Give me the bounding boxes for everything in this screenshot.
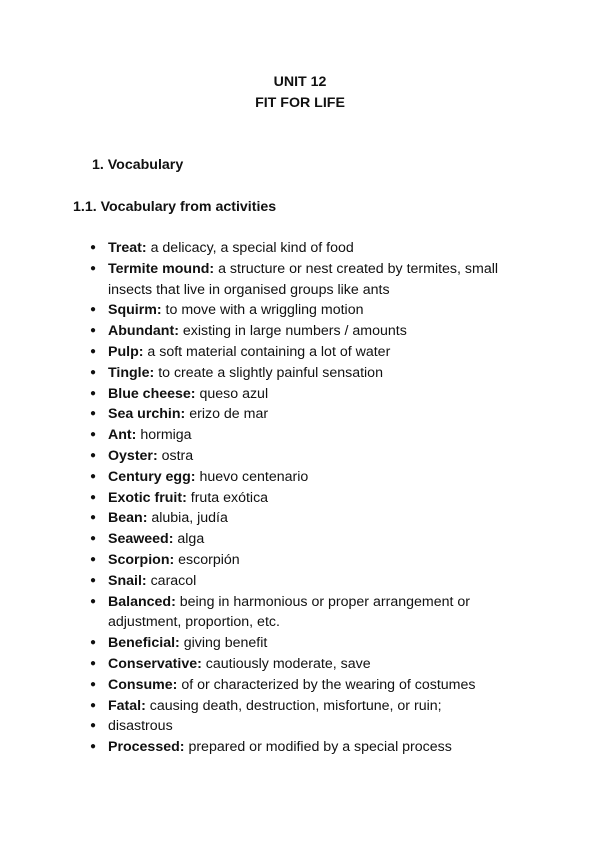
vocab-term: Ant: <box>108 427 137 444</box>
list-item <box>88 508 538 529</box>
list-item <box>88 633 538 654</box>
vocab-term: Fatal: <box>108 697 146 714</box>
vocab-term: Oyster: <box>108 447 158 464</box>
bullet-icon: ● <box>90 242 97 253</box>
bullet-icon: ● <box>90 304 97 316</box>
vocab-definition: fruta exótica <box>186 489 269 506</box>
list-item <box>88 675 538 696</box>
list-item <box>88 529 538 550</box>
bullet-icon: ● <box>90 345 97 357</box>
bullet-icon: ● <box>90 533 97 545</box>
bullet-icon: ● <box>90 429 97 441</box>
vocab-term: Squirm: <box>108 302 162 319</box>
vocab-definition: to move with a wriggling motion <box>161 302 364 319</box>
vocab-term: Tingle: <box>108 364 155 381</box>
vocab-definition: escorpión <box>174 551 240 568</box>
list-item <box>88 384 538 405</box>
vocab-term: Scorpion: <box>108 551 175 568</box>
list-item <box>88 571 538 592</box>
list-item <box>88 696 538 717</box>
list-item <box>88 716 538 737</box>
vocab-term: Sea urchin: <box>108 406 186 423</box>
list-item <box>88 592 538 634</box>
list-item <box>88 446 538 467</box>
vocab-definition: alga <box>173 531 205 548</box>
vocab-term: Termite mound: <box>108 260 215 277</box>
bullet-icon: ● <box>90 637 97 649</box>
vocab-definition: to create a slightly painful sensation <box>154 364 383 381</box>
bullet-icon: ● <box>90 553 97 565</box>
vocab-term: Processed: <box>108 739 185 756</box>
vocab-term: Abundant: <box>108 323 179 340</box>
vocab-definition: a structure or nest created by termites, small insects that live in organised groups like ants <box>108 260 499 298</box>
vocab-definition: causing death, destruction, misfortune, or ruin; <box>145 697 442 714</box>
bullet-icon: ● <box>90 741 97 753</box>
vocab-term: Conservative: <box>108 655 202 672</box>
bullet-icon: ● <box>90 387 97 399</box>
bullet-icon: ● <box>90 512 97 524</box>
bullet-icon: ● <box>90 470 97 482</box>
vocab-term: Pulp: <box>108 343 144 360</box>
list-item <box>88 259 538 301</box>
vocab-term: Bean: <box>108 510 148 527</box>
vocab-term: Exotic fruit: <box>108 489 187 506</box>
list-item <box>88 488 538 509</box>
vocab-term: Blue cheese: <box>108 385 196 402</box>
vocab-definition: of or characterized by the wearing of costumes <box>177 676 476 693</box>
bullet-icon: ● <box>90 408 97 420</box>
list-item <box>88 238 538 259</box>
vocab-term: Century egg: <box>108 468 196 485</box>
list-item <box>88 550 538 571</box>
vocab-definition: disastrous <box>108 718 173 735</box>
list-item <box>88 321 538 342</box>
bullet-icon: ● <box>90 325 97 337</box>
vocab-definition: cautiously moderate, save <box>201 655 371 672</box>
vocab-term: Treat: <box>108 240 147 256</box>
vocab-definition: being in harmonious or proper arrangement or adjustment, proportion, etc. <box>108 593 470 631</box>
vocab-definition: ostra <box>157 447 194 464</box>
unit-number: UNIT 12 <box>273 74 327 90</box>
vocab-term: Snail: <box>108 572 147 589</box>
bullet-icon: ● <box>90 366 97 378</box>
section-heading: 1. Vocabulary <box>92 157 184 173</box>
list-item <box>88 737 538 758</box>
list-item <box>88 654 538 675</box>
unit-title: FIT FOR LIFE <box>255 95 345 111</box>
vocab-term: Consume: <box>108 676 178 693</box>
bullet-icon: ● <box>90 699 97 711</box>
vocab-definition: huevo centenario <box>195 468 309 485</box>
document-title <box>0 72 600 114</box>
vocab-definition: giving benefit <box>179 635 268 652</box>
vocab-definition: a soft material containing a lot of water <box>143 343 391 360</box>
bullet-icon: ● <box>90 449 97 461</box>
list-item <box>88 425 538 446</box>
vocab-definition: queso azul <box>195 385 269 402</box>
vocab-definition: prepared or modified by a special process <box>184 739 452 756</box>
vocab-definition: hormiga <box>136 427 192 444</box>
subsection-heading: 1.1. Vocabulary from activities <box>73 199 277 215</box>
bullet-icon: ● <box>90 720 97 732</box>
bullet-icon: ● <box>90 574 97 586</box>
list-item <box>88 363 538 384</box>
vocabulary-list <box>88 238 538 758</box>
vocab-term: Seaweed: <box>108 531 174 548</box>
vocab-term: Balanced: <box>108 593 176 610</box>
vocab-definition: caracol <box>146 572 197 589</box>
vocab-definition: alubia, judía <box>147 510 228 527</box>
vocab-definition: erizo de mar <box>185 406 269 423</box>
list-item <box>88 342 538 363</box>
list-item <box>88 404 538 425</box>
bullet-icon: ● <box>90 657 97 669</box>
list-item <box>88 467 538 488</box>
vocab-definition: existing in large numbers / amounts <box>178 323 407 340</box>
bullet-icon: ● <box>90 678 97 690</box>
vocab-definition: a delicacy, a special kind of food <box>146 240 354 256</box>
bullet-icon: ● <box>90 491 97 503</box>
bullet-icon: ● <box>90 262 97 274</box>
bullet-icon: ● <box>90 595 97 607</box>
vocab-term: Beneficial: <box>108 635 180 652</box>
list-item <box>88 300 538 321</box>
